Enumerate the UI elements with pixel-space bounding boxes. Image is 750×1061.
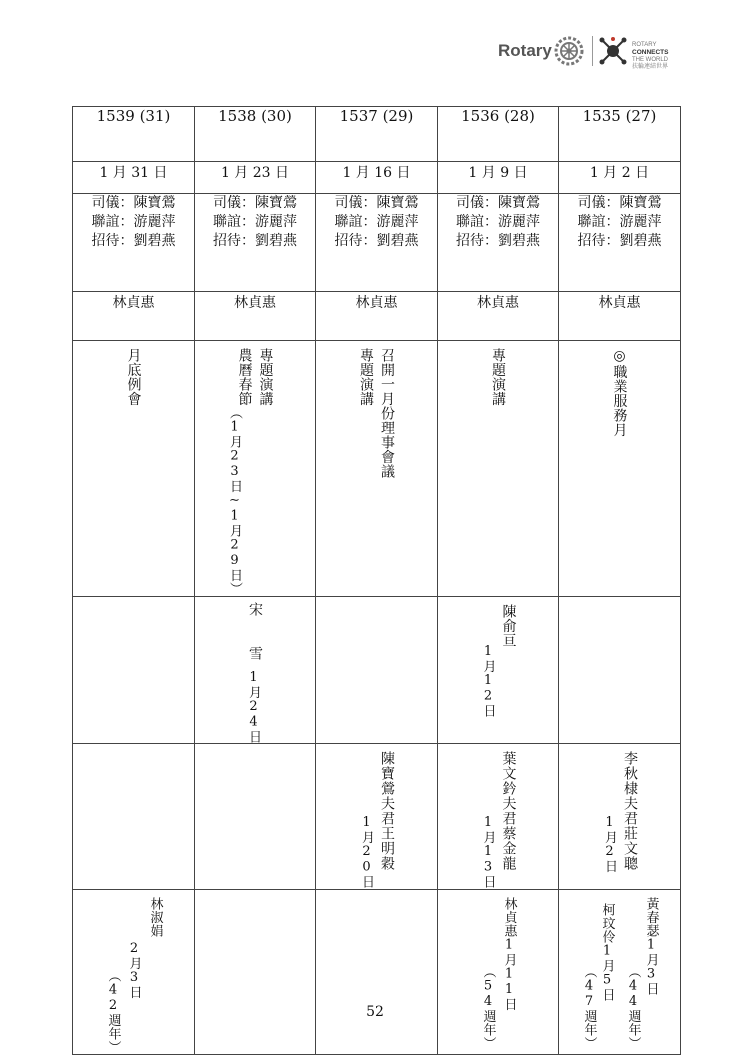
reception: 招待：劉碧燕 (91, 233, 176, 249)
meeting-number: 1537 (29) (316, 107, 438, 162)
reception: 招待：劉碧燕 (577, 233, 662, 249)
birthday-name: 陳俞亘 (500, 603, 517, 647)
anniversary-member: 黃春瑟1月3日 (643, 896, 659, 995)
fellowship: 聯誼：游麗萍 (91, 214, 176, 230)
birthday-cell (316, 596, 438, 744)
program-text: 月底例會 (125, 348, 142, 406)
program-text: 農曆春節 (236, 348, 253, 406)
wedding-date: 1月2日 (602, 815, 617, 873)
program-cell (195, 341, 316, 597)
host-name: 林貞惠 (73, 292, 195, 341)
birthday-name: 宋 雪 (247, 601, 263, 668)
program-text: 專題演講 (257, 348, 274, 406)
wedding-couple: 李秋棣夫君莊文聰 (622, 751, 638, 871)
program-text: 專題演講 (490, 348, 506, 406)
emcee: 司儀：陳寶鶯 (213, 195, 297, 211)
birthday-cell (73, 596, 195, 744)
birthday-cell (559, 596, 681, 744)
anniversary-cell (316, 889, 438, 1054)
meeting-date: 1 月 23 日 (195, 162, 316, 194)
emcee: 司儀：陳寶鶯 (334, 195, 419, 211)
duty-roster-row (73, 194, 681, 292)
meeting-number: 1539 (31) (73, 107, 195, 162)
birthday-cell (195, 596, 316, 744)
birthday-date: 1月12日 (480, 643, 496, 717)
meeting-number: 1536 (28) (438, 107, 559, 162)
anniversary-member: 林淑娟 (147, 896, 163, 937)
emcee: 司儀：陳寶鶯 (91, 195, 176, 211)
meeting-date-row (73, 162, 681, 194)
anniversary-years: （54週年） (480, 964, 496, 1050)
program-text: 專題演講 (358, 348, 374, 406)
rotary-logo (498, 34, 670, 68)
wedding-cell (195, 744, 316, 890)
program-dates: （1月23日∼1月29日） (227, 406, 242, 596)
anniversary-date: 2月3日 (126, 940, 142, 999)
duty-roster (195, 194, 316, 292)
emcee: 司儀：陳寶鶯 (456, 195, 540, 211)
host-name: 林貞惠 (195, 292, 316, 341)
fellowship: 聯誼：游麗萍 (213, 214, 297, 230)
meeting-date: 1 月 9 日 (438, 162, 559, 194)
meeting-date: 1 月 16 日 (316, 162, 438, 194)
birthday-date: 1月24日 (246, 669, 261, 743)
wedding-cell (559, 744, 681, 890)
connects-emblem-icon (598, 36, 628, 66)
wedding-cell (73, 744, 195, 890)
schedule-table (72, 106, 681, 1055)
wedding-couple: 葉文鈐夫君蔡金龍 (500, 751, 517, 871)
duty-roster (559, 194, 681, 292)
program-cell (438, 341, 559, 597)
host-name: 林貞惠 (559, 292, 681, 341)
host-name: 林貞惠 (438, 292, 559, 341)
anniversary-years: （42週年） (105, 968, 121, 1054)
meeting-number: 1535 (27) (559, 107, 681, 162)
wedding-couple: 陳寶鶯夫君王明穀 (379, 751, 395, 871)
duty-roster (438, 194, 559, 292)
fellowship: 聯誼：游麗萍 (577, 214, 662, 230)
birthday-cell (438, 596, 559, 744)
program-cell (73, 341, 195, 597)
anniversary-member: 柯玟伶1月5日 (599, 902, 615, 1001)
fellowship: 聯誼：游麗萍 (456, 214, 540, 230)
meeting-number: 1538 (30) (195, 107, 316, 162)
anniversary-cell (195, 889, 316, 1054)
anniversary-row (73, 889, 681, 1054)
anniversary-cell (438, 889, 559, 1054)
anniversary-years: （47週年） (581, 964, 597, 1050)
program-cell (559, 341, 681, 597)
host-name: 林貞惠 (316, 292, 438, 341)
anniversary-cell (73, 889, 195, 1054)
reception: 招待：劉碧燕 (456, 233, 540, 249)
fellowship: 聯誼：游麗萍 (334, 214, 419, 230)
anniversary-member: 林貞惠1月11日 (501, 896, 517, 1011)
program-text: ◎職業服務月 (611, 348, 628, 437)
program-text: 召開一月份理事會議 (379, 348, 395, 479)
meeting-number-row (73, 107, 681, 162)
logo-tagline: ROTARY CONNECTS THE WORLD 扶輪連結世界 (632, 42, 669, 70)
rotary-wheel-icon (554, 36, 584, 66)
meeting-date: 1 月 2 日 (559, 162, 681, 194)
program-cell (316, 341, 438, 597)
duty-roster (73, 194, 195, 292)
birthday-row (73, 596, 681, 744)
wedding-date: 1月13日 (480, 815, 496, 889)
wedding-cell (438, 744, 559, 890)
rotary-wordmark: Rotary (498, 41, 552, 60)
host-row (73, 292, 681, 341)
duty-roster (316, 194, 438, 292)
page-number: 52 (366, 1004, 384, 1020)
anniversary-years: （44週年） (625, 964, 641, 1050)
wedding-cell (316, 744, 438, 890)
emcee: 司儀：陳寶鶯 (577, 195, 662, 211)
meeting-date: 1 月 31 日 (73, 162, 195, 194)
wedding-date: 1月20日 (359, 815, 374, 889)
anniversary-cell (559, 889, 681, 1054)
logo-divider (592, 36, 593, 66)
reception: 招待：劉碧燕 (334, 233, 419, 249)
wedding-row (73, 744, 681, 890)
reception: 招待：劉碧燕 (213, 233, 297, 249)
program-row (73, 341, 681, 597)
